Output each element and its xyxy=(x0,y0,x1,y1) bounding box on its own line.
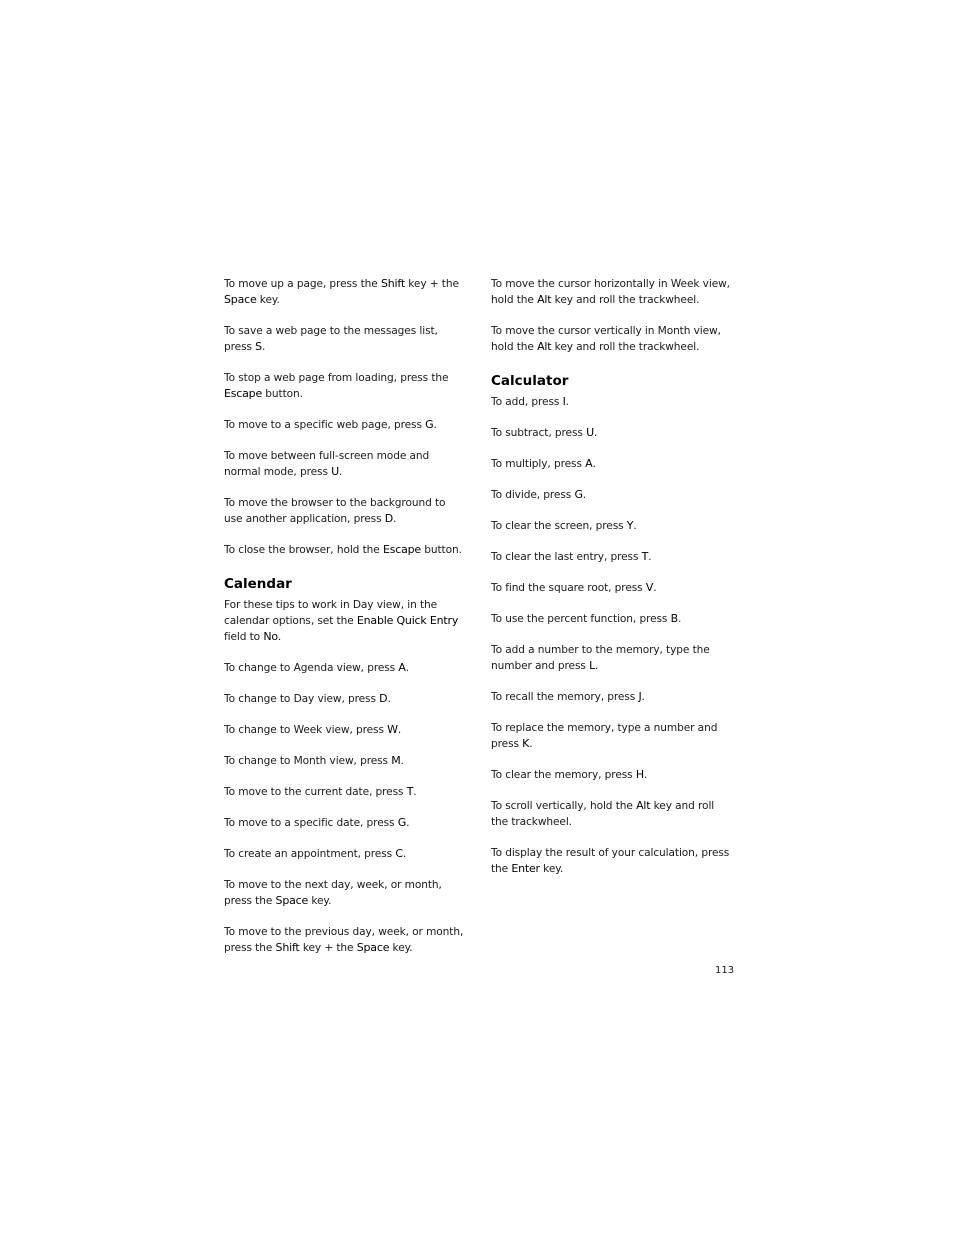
key-label: B xyxy=(670,612,678,625)
tip-text: key + the xyxy=(404,278,459,290)
tip-text: . xyxy=(643,769,648,781)
key-label: A xyxy=(398,661,406,674)
key-label: G xyxy=(574,488,583,501)
tip-text: To move to the next day, week, or month, press the xyxy=(224,879,442,907)
tip-text: key. xyxy=(389,942,413,954)
tip-text: key and roll the trackwheel. xyxy=(551,341,700,353)
tip-text: To display the result of your calculation, press the xyxy=(491,847,730,875)
tip-agenda-view xyxy=(224,660,464,676)
tip-text: field to xyxy=(224,631,264,643)
tip-text: To change to Agenda view, press xyxy=(224,662,399,674)
tip-text: To move the cursor horizontally in Week view, hold the xyxy=(491,278,730,306)
tip-move-up-page xyxy=(224,276,464,308)
calculator-heading: Calculator xyxy=(491,373,569,389)
tip-text: To move to the current date, press xyxy=(224,786,407,798)
tip-specific-date xyxy=(224,815,464,831)
key-label: L xyxy=(589,659,596,672)
tip-text: To move to a specific web page, press xyxy=(224,419,426,431)
tip-text: To change to Day view, press xyxy=(224,693,380,705)
key-label: H xyxy=(635,768,644,781)
tip-text: To create an appointment, press xyxy=(224,848,396,860)
tip-text: . xyxy=(400,755,404,767)
tip-text: key. xyxy=(539,863,564,875)
key-label: S xyxy=(255,340,262,353)
tip-text: . xyxy=(387,693,391,705)
tip-text: . xyxy=(582,489,587,501)
tip-display-result xyxy=(491,845,731,877)
key-label: Alt xyxy=(537,293,552,306)
tip-save-web-page xyxy=(224,323,464,355)
key-label: No xyxy=(263,630,278,643)
tip-text: . xyxy=(653,582,657,594)
tip-add xyxy=(491,394,731,410)
key-label: U xyxy=(586,426,594,439)
tip-current-date xyxy=(224,784,464,800)
key-label: Shift xyxy=(380,277,405,290)
key-label: Enable Quick Entry xyxy=(356,614,459,627)
key-label: J xyxy=(638,690,642,703)
tip-text: To save a web page to the messages list, press xyxy=(224,325,438,353)
tip-subtract xyxy=(491,425,731,441)
tip-clear-screen xyxy=(491,518,731,534)
tip-text: key + the xyxy=(299,942,357,954)
key-label: V xyxy=(645,581,654,594)
tip-text: To multiply, press xyxy=(491,458,586,470)
key-label: Enter xyxy=(511,862,540,875)
tip-text: For these tips to work in Day view, in the calendar options, set the xyxy=(224,599,438,627)
tip-text: . xyxy=(593,427,598,439)
tip-text: . xyxy=(677,613,682,625)
key-label: T xyxy=(641,550,649,563)
key-label: D xyxy=(384,512,394,525)
tip-percent xyxy=(491,611,731,627)
tip-text: To close the browser, hold the xyxy=(224,544,383,556)
tip-text: button. xyxy=(420,544,462,556)
tip-text: To move up a page, press the xyxy=(224,278,381,290)
key-label: I xyxy=(562,395,566,408)
tip-text: To change to Week view, press xyxy=(224,724,388,736)
tip-text: key. xyxy=(256,294,280,306)
key-label: G xyxy=(397,816,407,829)
tip-text: . xyxy=(406,817,410,829)
key-label: Shift xyxy=(275,941,300,954)
tip-memory-recall xyxy=(491,689,731,705)
tip-text: To move to the previous day, week, or month, press the xyxy=(224,926,464,954)
tip-scroll-vertically xyxy=(491,798,731,830)
tip-text: . xyxy=(261,341,266,353)
tip-memory-clear xyxy=(491,767,731,783)
key-label: G xyxy=(425,418,434,431)
tip-go-to-page xyxy=(224,417,464,433)
tip-text: To move to a specific date, press xyxy=(224,817,398,829)
tip-text: To stop a web page from loading, press the xyxy=(224,372,449,384)
tip-text: . xyxy=(595,660,599,672)
key-label: Escape xyxy=(382,543,421,556)
tip-month-view xyxy=(224,753,464,769)
key-label: M xyxy=(391,754,401,767)
tip-text: . xyxy=(393,513,397,525)
tip-text: To divide, press xyxy=(491,489,575,501)
tip-memory-replace xyxy=(491,720,731,752)
tip-cursor-vertical xyxy=(491,323,731,355)
tip-text: . xyxy=(397,724,402,736)
left-column xyxy=(224,276,464,971)
tip-stop-loading xyxy=(224,370,464,402)
tip-text: . xyxy=(648,551,652,563)
key-label: T xyxy=(406,785,414,798)
tip-text: . xyxy=(433,419,437,431)
key-label: Space xyxy=(356,941,390,954)
key-label: Space xyxy=(224,293,257,306)
tip-divide xyxy=(491,487,731,503)
tip-text: To move the cursor vertically in Month view, hold the xyxy=(491,325,721,353)
tip-background xyxy=(224,495,464,527)
tip-next-period xyxy=(224,877,464,909)
tip-text: To recall the memory, press xyxy=(491,691,639,703)
tip-cursor-horizontal xyxy=(491,276,731,308)
tip-text: . xyxy=(641,691,645,703)
tip-text: . xyxy=(592,458,596,470)
tip-text: To subtract, press xyxy=(491,427,587,439)
tip-text: To use the percent function, press xyxy=(491,613,671,625)
tip-text: To move the browser to the background to use another application, press xyxy=(224,497,446,525)
tip-text: . xyxy=(277,631,282,643)
tip-text: To replace the memory, type a number and press xyxy=(491,722,718,750)
tip-text: . xyxy=(633,520,637,532)
tip-day-view xyxy=(224,691,464,707)
tip-create-appointment xyxy=(224,846,464,862)
tip-text: key. xyxy=(308,895,332,907)
tip-multiply xyxy=(491,456,731,472)
tip-full-screen xyxy=(224,448,464,480)
tip-text: To find the square root, press xyxy=(491,582,646,594)
tip-text: To change to Month view, press xyxy=(224,755,392,767)
tip-text: . xyxy=(529,738,533,750)
tip-text: key and roll the trackwheel. xyxy=(491,800,715,828)
tip-text: To move between full-screen mode and normal mode, press xyxy=(224,450,430,478)
tip-week-view xyxy=(224,722,464,738)
key-label: W xyxy=(387,723,398,736)
right-column xyxy=(491,276,731,892)
tip-text: . xyxy=(413,786,417,798)
tip-text: To add, press xyxy=(491,396,563,408)
calendar-heading: Calendar xyxy=(224,576,292,592)
key-label: K xyxy=(522,737,530,750)
key-label: Alt xyxy=(537,340,552,353)
tip-text: . xyxy=(565,396,569,408)
tip-previous-period xyxy=(224,924,464,956)
key-label: U xyxy=(331,465,339,478)
key-label: Escape xyxy=(224,387,263,400)
tip-text: . xyxy=(402,848,407,860)
tip-text: button. xyxy=(262,388,303,400)
tip-text: . xyxy=(405,662,409,674)
page-number: 113 xyxy=(715,965,735,976)
tip-clear-last-entry xyxy=(491,549,731,565)
key-label: Y xyxy=(626,519,634,532)
key-label: Alt xyxy=(636,799,651,812)
tip-close-browser xyxy=(224,542,464,558)
tip-square-root xyxy=(491,580,731,596)
tip-text: To clear the last entry, press xyxy=(491,551,642,563)
tip-text: To clear the screen, press xyxy=(491,520,627,532)
key-label: D xyxy=(379,692,388,705)
key-label: C xyxy=(395,847,403,860)
tip-text: To add a number to the memory, type the number and press xyxy=(491,644,710,672)
tip-text: To clear the memory, press xyxy=(491,769,636,781)
tip-memory-add xyxy=(491,642,731,674)
key-label: Space xyxy=(275,894,309,907)
tip-calendar-setup xyxy=(224,597,464,645)
tip-text: . xyxy=(339,466,343,478)
key-label: A xyxy=(585,457,593,470)
tip-text: To scroll vertically, hold the xyxy=(491,800,637,812)
tip-text: key and roll the trackwheel. xyxy=(551,294,700,306)
